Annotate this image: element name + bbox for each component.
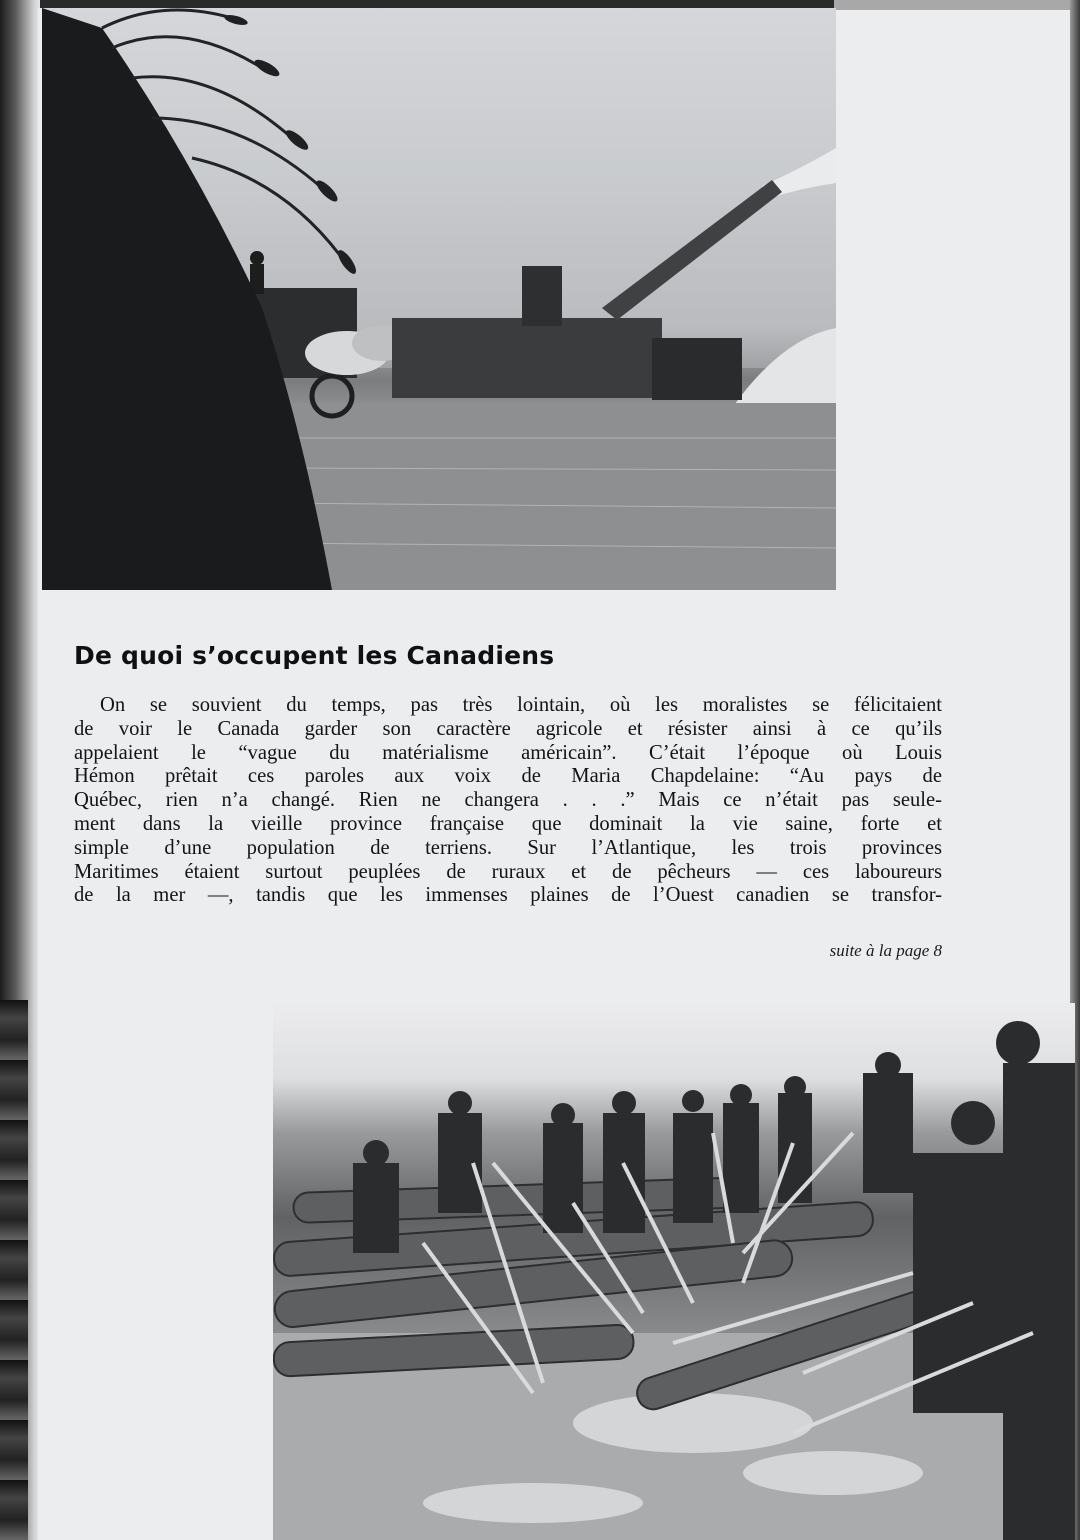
page-top-edge [834,0,1080,10]
body-line: ment dans la vieille province française que dominait la vie saine, forte et [74,812,942,835]
log-drivers-illustration [273,1003,1075,1540]
body-line: Québec, rien n’a changé. Rien ne changera . . .” Mais ce n’était pas seule- [74,789,942,812]
article-body [74,694,942,908]
log-drivers-photo [273,1003,1075,1540]
body-line: appelaient le “vague du matérialisme américain”. C’était l’époque où Louis [74,741,942,764]
body-line: de la mer —, tandis que les immenses plaines de l’Ouest canadien se transfor- [74,884,942,907]
body-line: simple d’une population de terriens. Sur l’Atlantique, les trois provinces [74,836,942,859]
body-line: Hémon prêtait ces paroles aux voix de Maria Chapdelaine: “Au pays de [74,765,942,788]
article-headline: De quoi s’occupent les Canadiens [74,641,555,670]
body-line: Maritimes étaient surtout peuplées de ruraux et de pêcheurs — ces laboureurs [74,860,942,883]
adjacent-page-edge [0,1000,28,1540]
continued-on-page-note: suite à la page 8 [829,941,942,960]
harvest-illustration [42,8,836,590]
harvest-threshing-photo [42,8,836,590]
body-line: de voir le Canada garder son caractère agricole et résister ainsi à ce qu’ils [74,717,942,740]
body-line: On se souvient du temps, pas très lointain, où les moralistes se félicitaient [100,694,942,716]
